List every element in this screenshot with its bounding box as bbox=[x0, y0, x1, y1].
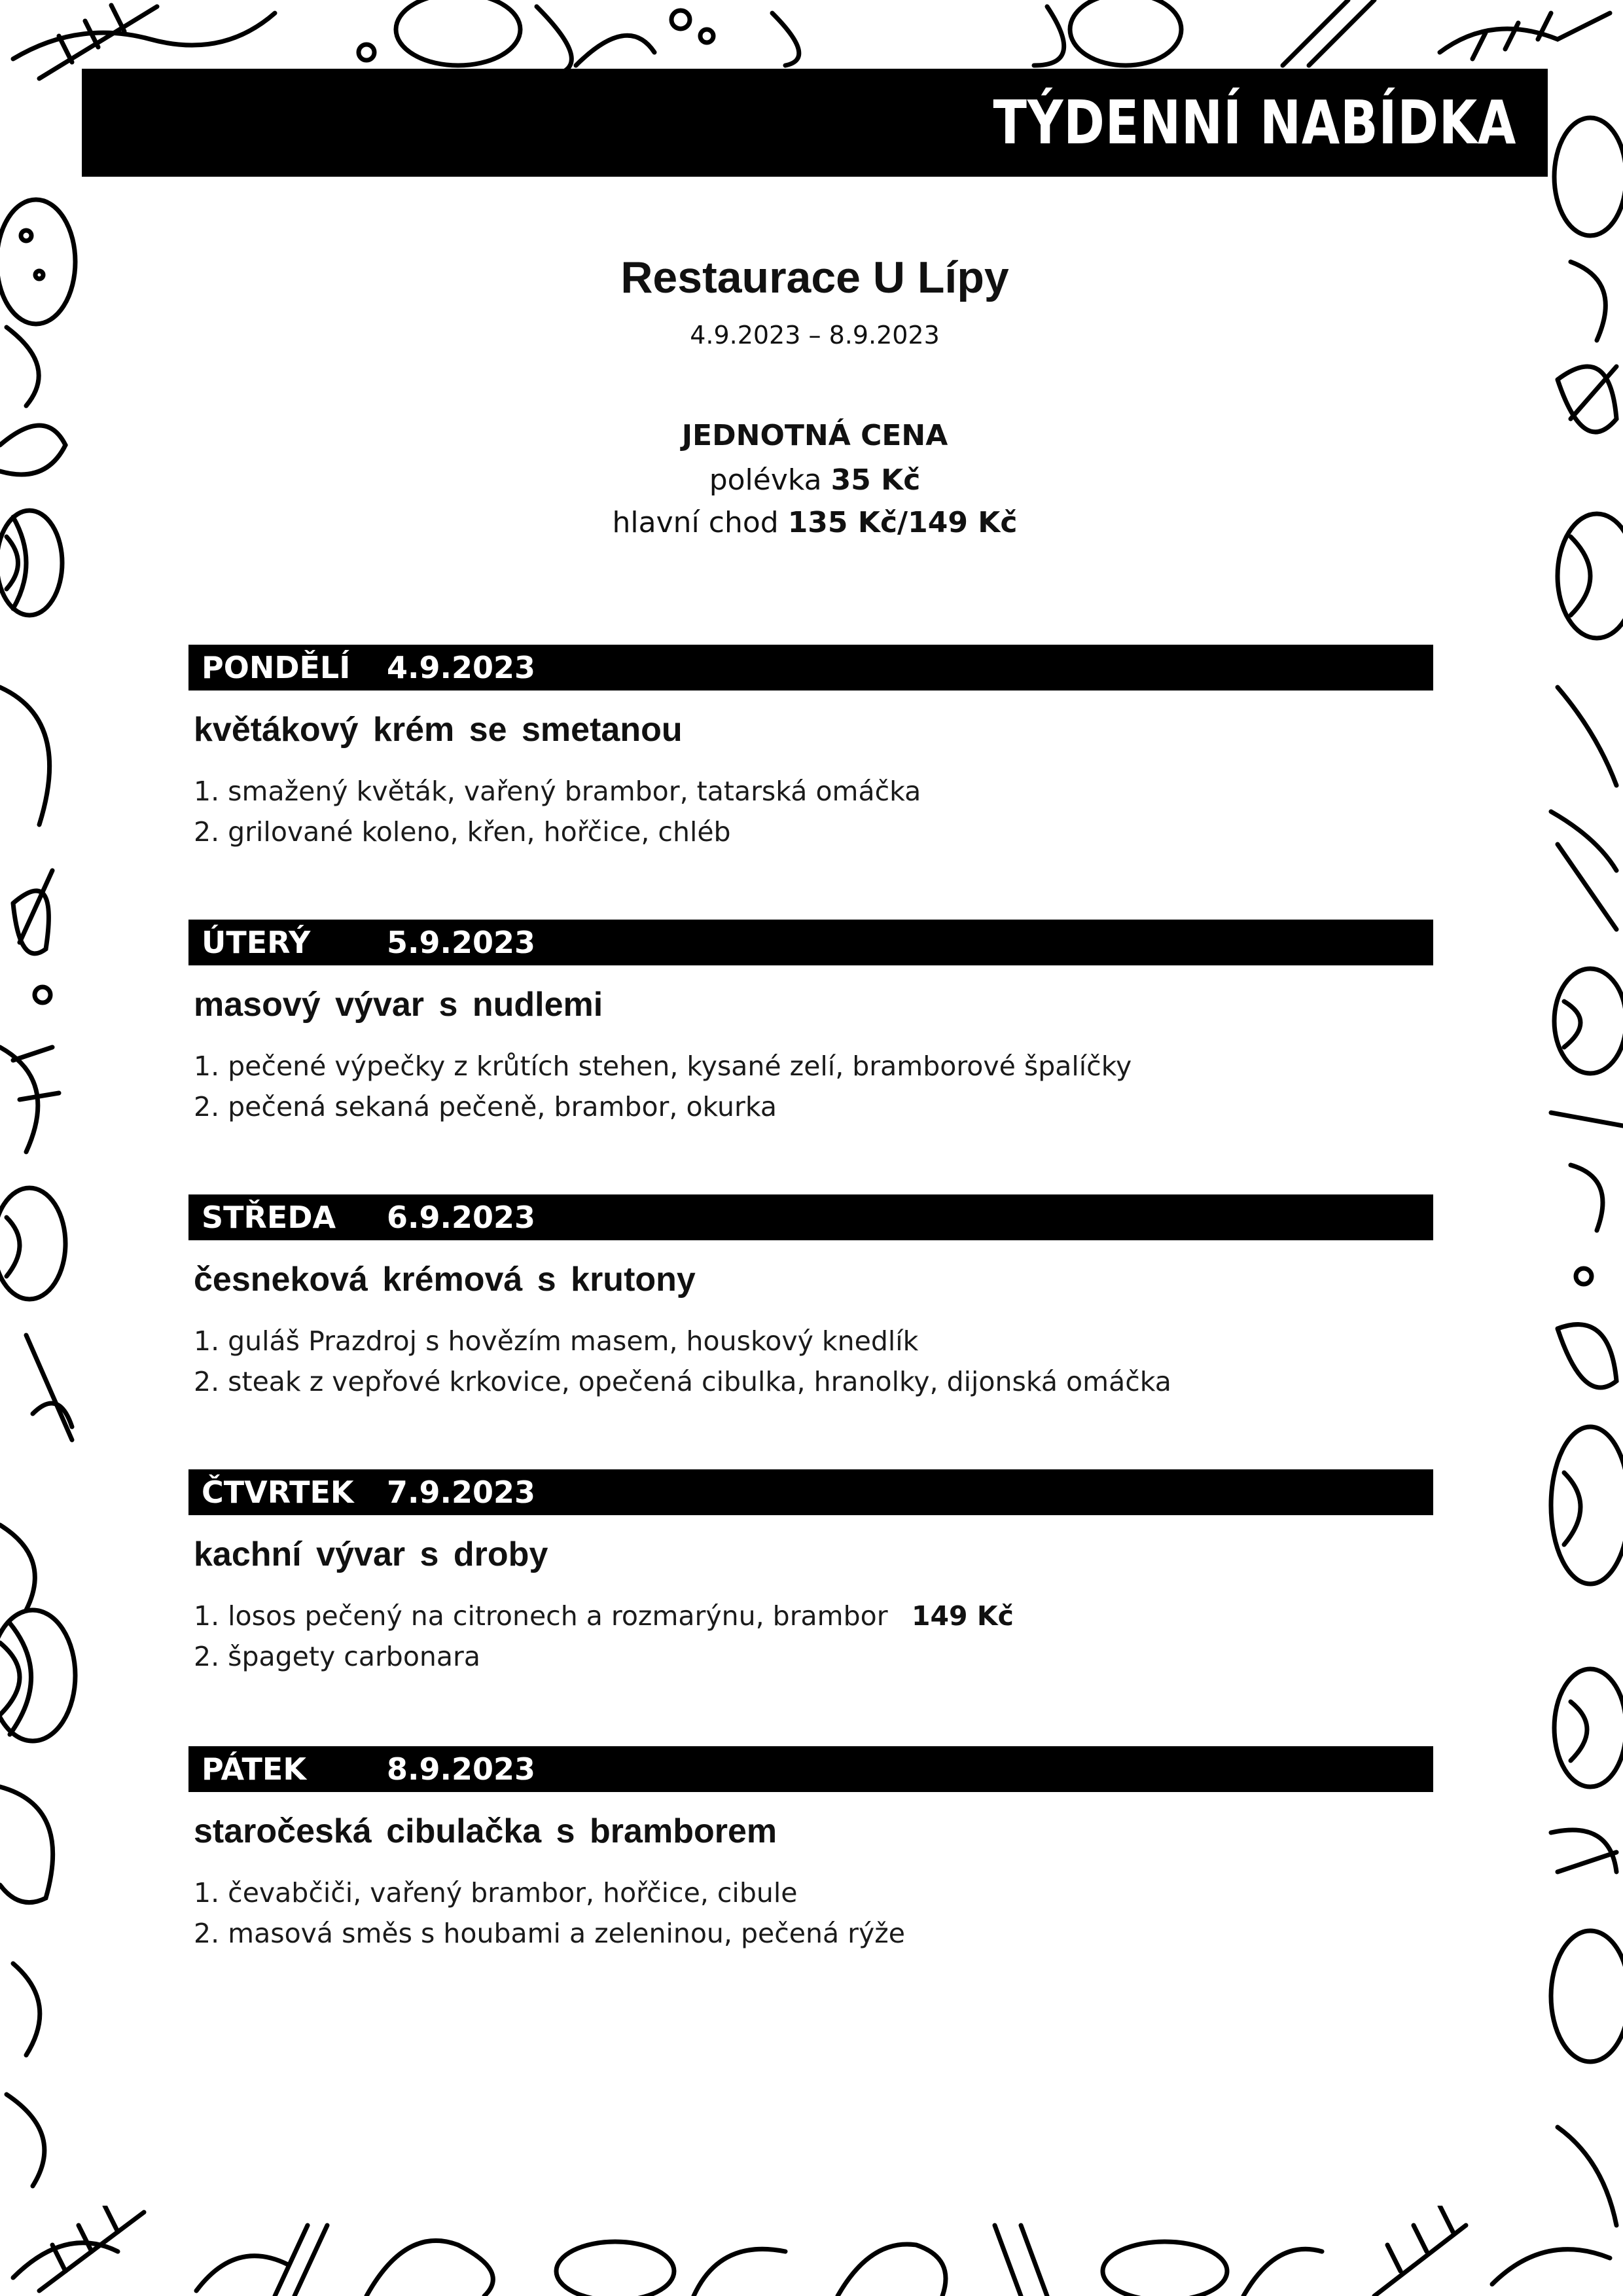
meal-item: 2. grilované koleno, křen, hořčice, chléb bbox=[194, 816, 731, 848]
day-section-friday bbox=[188, 1746, 1433, 1949]
day-header-bar bbox=[188, 1194, 1433, 1240]
day-date: 5.9.2023 bbox=[387, 925, 535, 960]
price-soup-line bbox=[82, 463, 1548, 497]
soup-of-day: česneková krémová s krutony bbox=[194, 1261, 696, 1299]
day-section-tuesday bbox=[188, 920, 1433, 1122]
header-bar bbox=[82, 69, 1548, 177]
day-name: PÁTEK bbox=[202, 1751, 306, 1787]
day-date: 4.9.2023 bbox=[387, 650, 535, 685]
meal-item: 1. čevabčiči, vařený brambor, hořčice, cibule bbox=[194, 1877, 798, 1909]
day-header-bar bbox=[188, 645, 1433, 691]
day-section-thursday bbox=[188, 1469, 1433, 1672]
day-name: ÚTERÝ bbox=[202, 925, 311, 960]
day-section-monday bbox=[188, 645, 1433, 848]
day-date: 8.9.2023 bbox=[387, 1751, 535, 1787]
meal-item: 2. steak z vepřové krkovice, opečená cibulka, hranolky, dijonská omáčka bbox=[194, 1366, 1171, 1397]
day-name: PONDĚLÍ bbox=[202, 650, 351, 685]
day-section-wednesday bbox=[188, 1194, 1433, 1397]
price-heading: JEDNOTNÁ CENA bbox=[681, 419, 948, 452]
soup-of-day: staročeská cibulačka s bramborem bbox=[194, 1812, 777, 1850]
price-main-label: hlavní chod bbox=[612, 506, 779, 539]
meal-item: 1. pečené výpečky z krůtích stehen, kysané zelí, bramborové špalíčky bbox=[194, 1050, 1132, 1082]
day-header-bar bbox=[188, 1746, 1433, 1792]
day-date: 6.9.2023 bbox=[387, 1200, 535, 1235]
soup-of-day: květákový krém se smetanou bbox=[194, 711, 683, 749]
meal-item: 1. smažený květák, vařený brambor, tatarská omáčka bbox=[194, 776, 921, 807]
soup-of-day: kachní vývar s droby bbox=[194, 1535, 548, 1573]
day-header-bar bbox=[188, 1469, 1433, 1515]
meal-item: 1. losos pečený na citronech a rozmarýnu, brambor bbox=[194, 1600, 888, 1632]
meal-item: 2. špagety carbonara bbox=[194, 1641, 481, 1672]
price-soup-value: 35 Kč bbox=[830, 463, 921, 497]
price-main-line bbox=[82, 506, 1548, 539]
page-title: TÝDENNÍ NABÍDKA bbox=[993, 88, 1516, 158]
price-soup-label: polévka bbox=[709, 463, 822, 497]
date-range: 4.9.2023 – 8.9.2023 bbox=[690, 321, 940, 350]
day-name: STŘEDA bbox=[202, 1200, 336, 1235]
meal-item: 2. pečená sekaná pečeně, brambor, okurka bbox=[194, 1091, 777, 1122]
day-name: ČTVRTEK bbox=[202, 1475, 354, 1510]
meal-item: 2. masová směs s houbami a zeleninou, pečená rýže bbox=[194, 1918, 906, 1949]
price-main-value: 135 Kč/149 Kč bbox=[787, 506, 1018, 539]
day-date: 7.9.2023 bbox=[387, 1475, 535, 1510]
meal-price: 149 Kč bbox=[912, 1600, 1014, 1632]
restaurant-name: Restaurace U Lípy bbox=[620, 253, 1009, 302]
day-header-bar bbox=[188, 920, 1433, 965]
meal-item: 1. guláš Prazdroj s hovězím masem, houskový knedlík bbox=[194, 1325, 919, 1357]
soup-of-day: masový vývar s nudlemi bbox=[194, 986, 603, 1024]
